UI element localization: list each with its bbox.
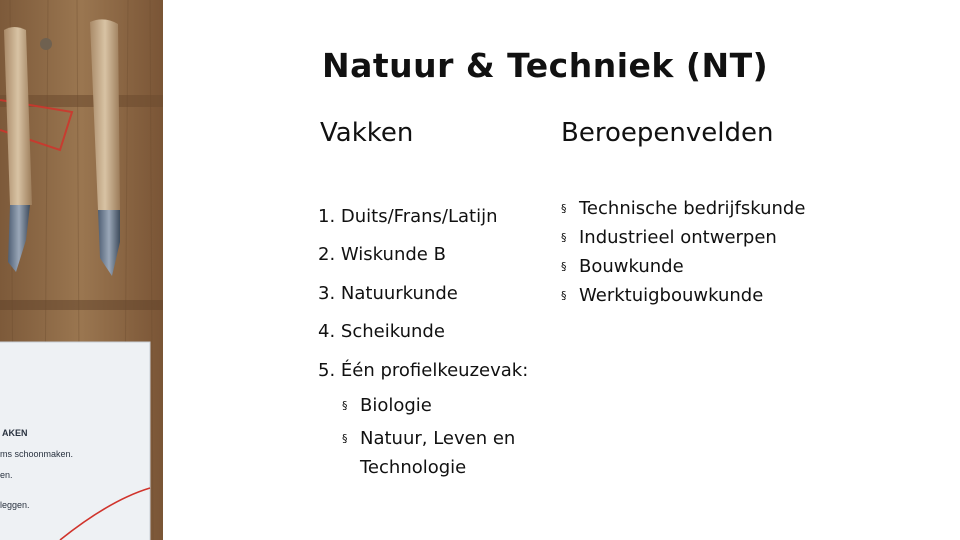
- beroepenveld-label: Bouwkunde: [579, 256, 684, 277]
- vak-item: 4. Scheikunde: [318, 321, 445, 342]
- keuzevak-item: [342, 391, 432, 420]
- bullet-icon: §: [561, 231, 567, 244]
- keuzevak-label: Biologie: [360, 395, 432, 416]
- paper-sheet: [0, 342, 150, 540]
- beroepenvelden-heading: Beroepenvelden: [561, 118, 774, 148]
- beroepenveld-label: Werktuigbouwkunde: [579, 285, 764, 306]
- beroepenveld-label: Technische bedrijfskunde: [579, 198, 806, 219]
- bullet-icon: §: [561, 202, 567, 215]
- keuzevak-item: [342, 424, 515, 482]
- photo-knives-on-board: [0, 0, 163, 540]
- beroepenveld-label: Industrieel ontwerpen: [579, 227, 777, 248]
- vakken-heading: Vakken: [320, 118, 414, 148]
- keuzevak-label: Natuur, Leven en: [360, 428, 516, 449]
- vak-item: 3. Natuurkunde: [318, 283, 458, 304]
- vak-item: 1. Duits/Frans/Latijn: [318, 206, 498, 227]
- beroepenveld-item: [561, 252, 805, 281]
- beroepenveld-item: [561, 281, 805, 310]
- slide-title: Natuur & Techniek (NT): [322, 46, 769, 85]
- paper-line: leggen.: [0, 500, 30, 510]
- paper-line: AKEN: [2, 428, 28, 438]
- paper-line: ms schoonmaken.: [0, 449, 74, 459]
- bullet-icon: §: [342, 432, 348, 445]
- screw-icon: [40, 38, 52, 50]
- bullet-icon: §: [561, 289, 567, 302]
- bullet-icon: §: [561, 260, 567, 273]
- vak-item: 2. Wiskunde B: [318, 244, 446, 265]
- bullet-icon: §: [342, 399, 348, 412]
- beroepenveld-item: [561, 223, 805, 252]
- beroepenveld-item: [561, 194, 805, 223]
- vak-item: 5. Één profielkeuzevak:: [318, 360, 529, 381]
- beroepenvelden-list: [561, 194, 805, 310]
- keuzevak-label-continued: Technologie: [360, 457, 467, 478]
- paper-line: en.: [0, 470, 13, 480]
- decorative-photo: [0, 0, 163, 540]
